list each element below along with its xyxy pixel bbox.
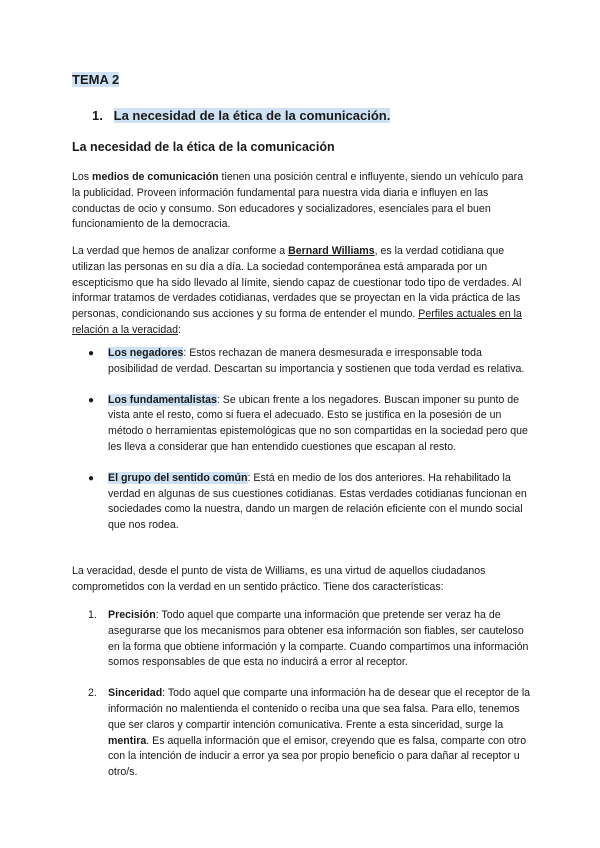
list-item: ● El grupo del sentido común: Está en medio de los dos anteriores. Ha rehabilitado la verdad en algunas de sus cuestiones cotidianas. Estas verdades cotidianas funcionan en sociedades como la nuestra, dando un margen de relación eficiente con el mundo social que nos rodea. xyxy=(88,471,527,532)
list-item: ● Los negadores: Estos rechazan de manera desmesurada e irresponsable toda posibilidad de verdad. Descartan su importancia y sostienen que toda verdad es relativa. xyxy=(88,347,525,375)
underlined-text: Perfiles actuales en la relación a la veracidad xyxy=(72,308,522,336)
paragraph-veracidad: La veracidad, desde el punto de vista de Williams, es una virtud de aquellos ciudadanos comprometidos con la verdad en un sentido práctico. Tiene dos características: xyxy=(72,565,486,593)
paragraph-williams: La verdad que hemos de analizar conforme a Bernard Williams, es la verdad cotidiana que utilizan las personas en su día a día. La sociedad contemporánea está amparada por un escepticismo que ha sido llevado al límite, siendo capaz de cuestionar todo tipo de verdades. Al informar tratamos de verdades cotidianas, verdades que se proyectan en la vida práctica de las personas, condicionando sus acciones y su forma de entender el mundo. Perfiles actuales en la relación a la veracidad: xyxy=(72,245,522,336)
section-heading xyxy=(92,108,390,123)
characteristics-list xyxy=(72,608,532,781)
subsection-heading: La necesidad de la ética de la comunicación xyxy=(72,140,335,154)
list-item: ● Los fundamentalistas: Se ubican frente a los negadores. Buscan imponer su punto de vista ante el resto, como si fuera el adecuado. Esto se justifica en la posesión de un método o herramientas epistemológicas que no son compartidas en la sociedad pero que les lleva a considerar que han entendido cuestiones que escapan al resto. xyxy=(88,393,528,453)
list-item: 1. Precisión: Todo aquel que comparte una información que pretende ser veraz ha de asegurarse que los mecanismos para obtener esa información son fiables, ser cauteloso en la forma que obtiene información y la comparte. Cuando compartimos una información somos responsables de que esta no inducirá a error al receptor. xyxy=(88,609,529,669)
paragraph-medios: Los medios de comunicación tienen una posición central e influyente, siendo un vehículo para la publicidad. Proveen información fundamental para nuestra vida diaria e influyen en las conductas de ocio y consumo. Son educadores y socializadores, esenciales para el buen funcionamiento de la democracia. xyxy=(72,171,524,231)
bullet-icon: ● xyxy=(88,394,95,406)
bold-term: Bernard Williams xyxy=(288,245,375,257)
list-item: 2. Sinceridad: Todo aquel que comparte una información ha de desear que el receptor de la información no malentienda el contenido o reciba una que sea falsa. Para ello, tenemos que ser claros y compartir intención comunicativa. Frente a esta sinceridad, surge la mentira. Es aquella información que el emisor, creyendo que es falsa, comparte con otro con la intención de inducir a error ya sea por propio beneficio o para dañar al receptor u otro/s. xyxy=(88,687,531,779)
bold-term: medios de comunicación xyxy=(92,171,219,183)
section-number: 1. xyxy=(92,108,103,123)
tema-heading: TEMA 2 xyxy=(72,72,120,87)
bullet-icon: ● xyxy=(88,472,95,484)
bullet-icon: ● xyxy=(88,348,95,359)
profiles-list xyxy=(72,346,532,534)
section-title: La necesidad de la ética de la comunicación. xyxy=(113,108,391,123)
